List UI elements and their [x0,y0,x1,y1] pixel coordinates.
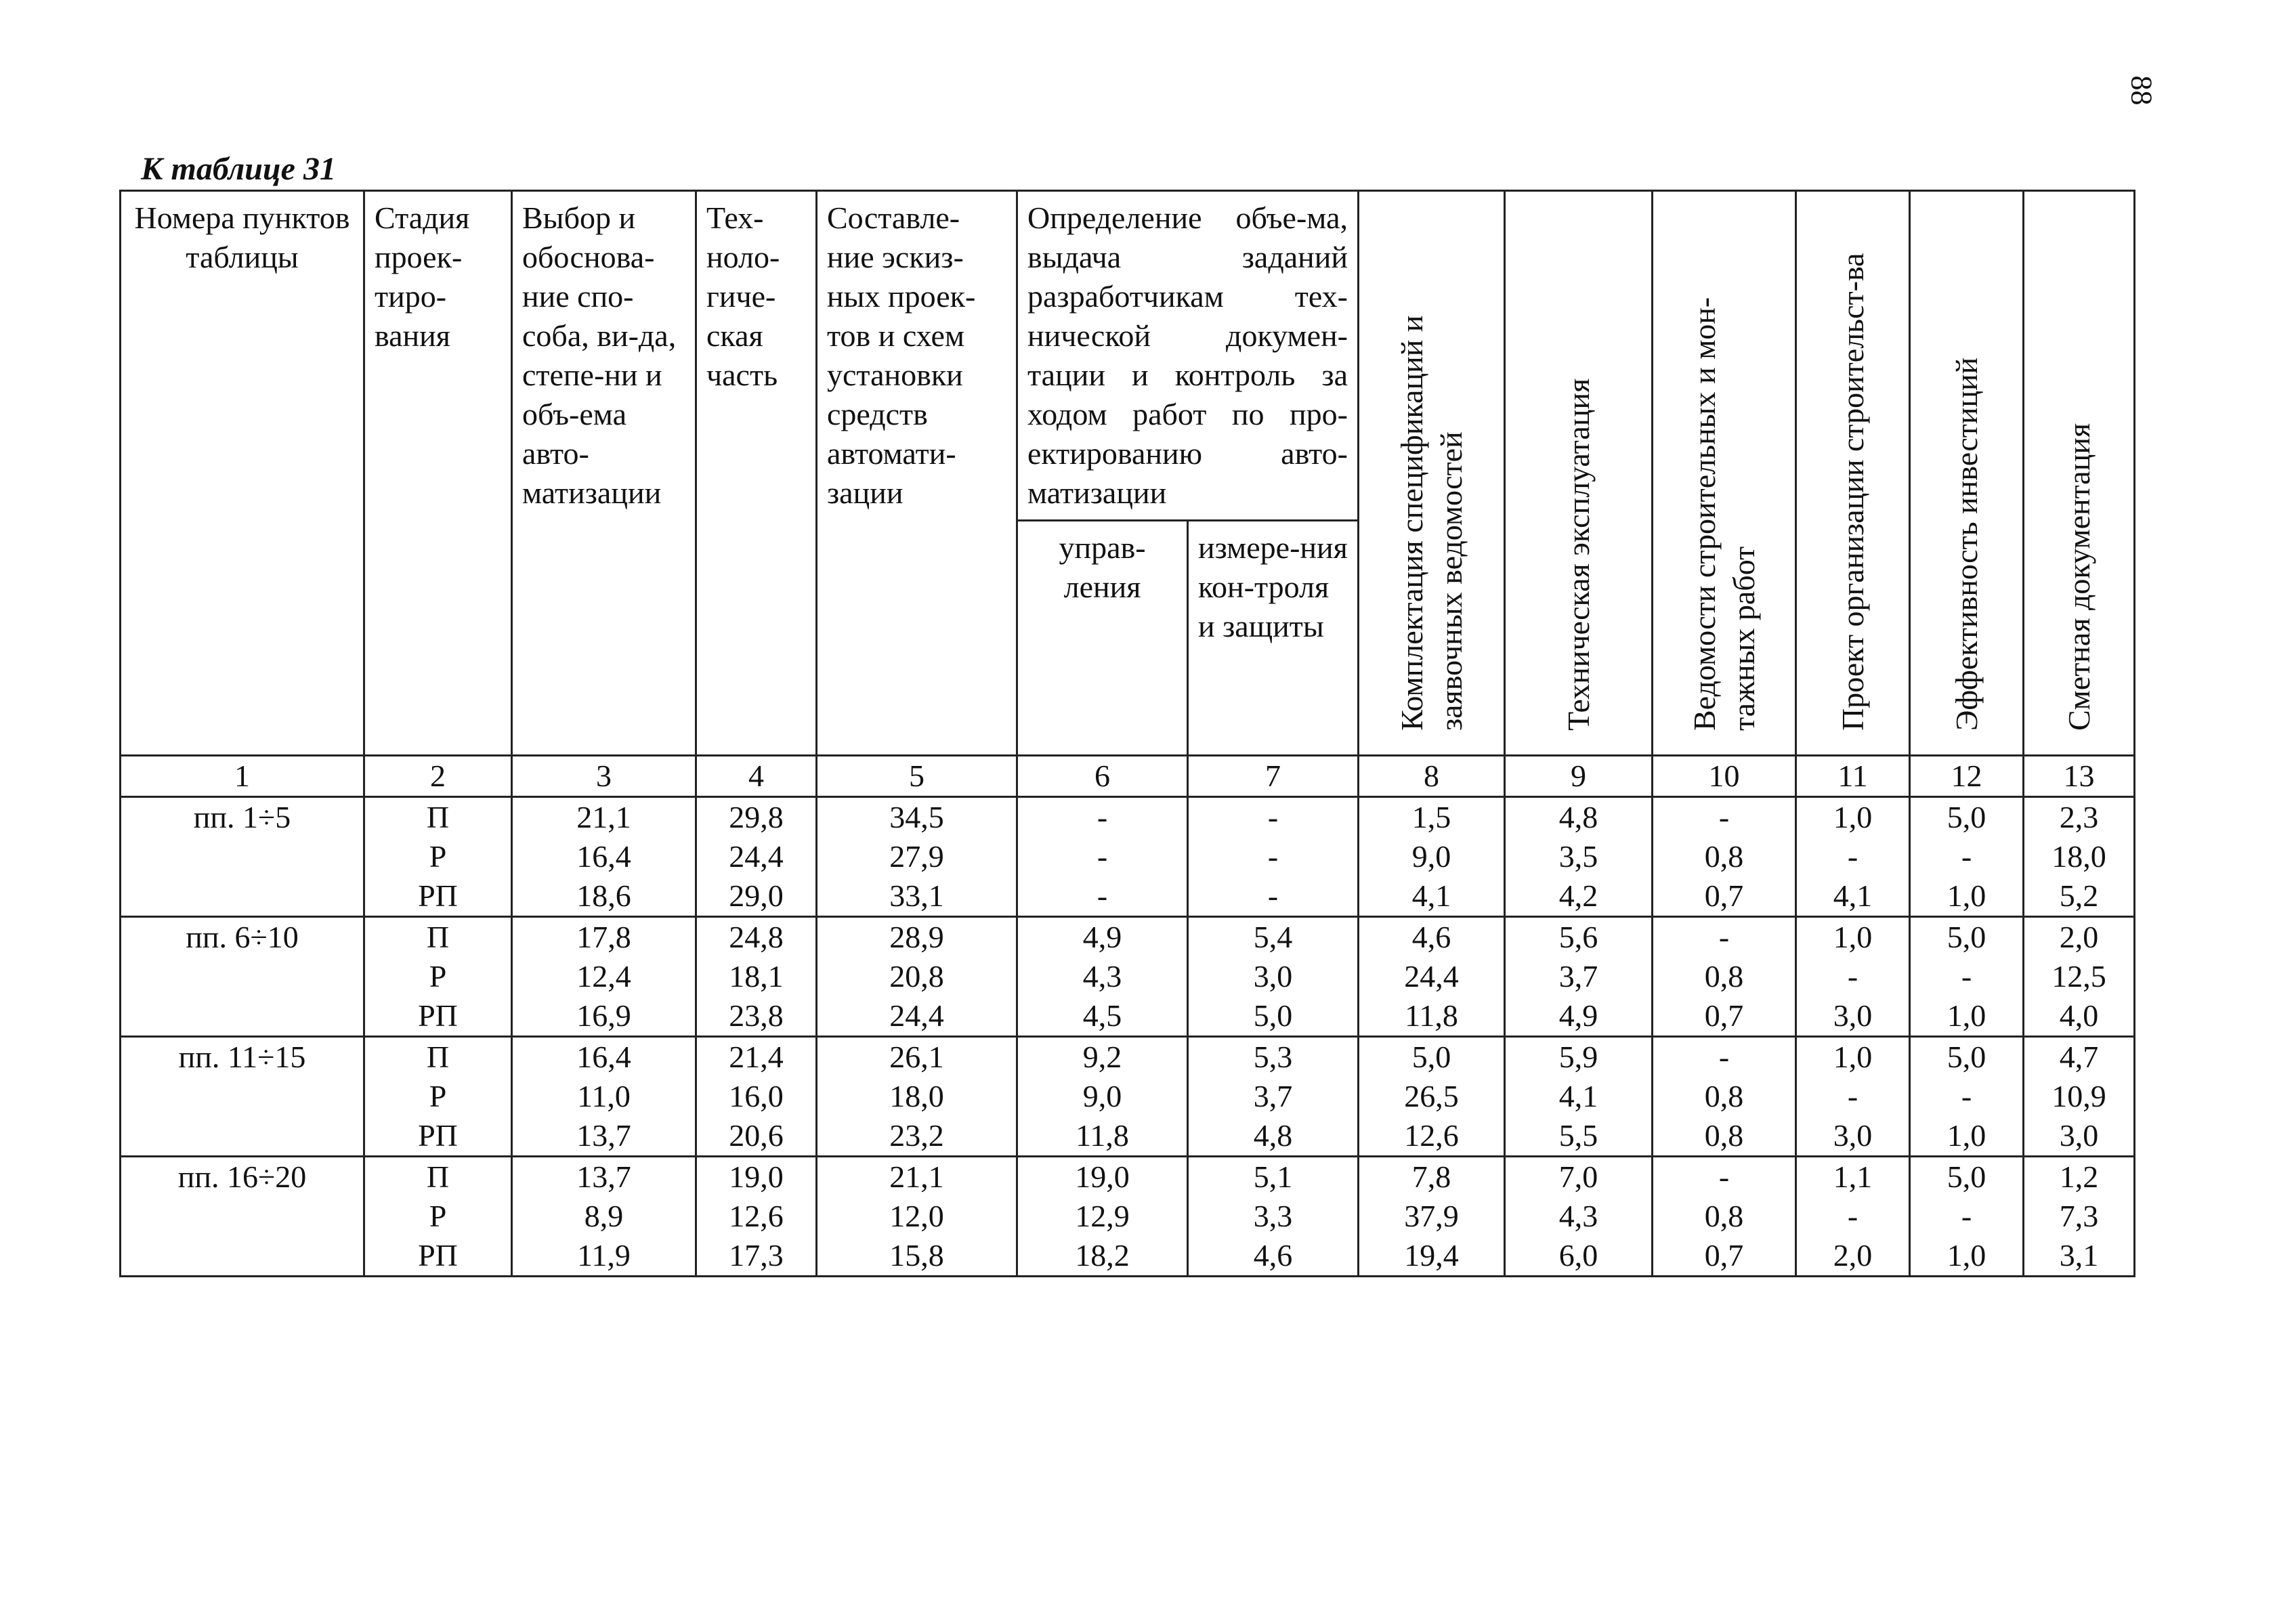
cell-value: 28,9 [889,920,944,954]
table-cell [1017,917,1188,1037]
cell-value: 0,8 [1704,959,1744,994]
cell-value: 26,1 [889,1040,944,1074]
group-label: пп. 6÷10 [186,920,299,954]
table-cell [1796,1157,1910,1277]
cell-value: - [1718,920,1730,954]
cell-value: 24,4 [729,839,784,874]
group-label: пп. 1÷5 [193,800,291,834]
page-number: 88 [2125,75,2159,106]
cell-value: РП [418,878,458,913]
header-col11: Проект организации строительст-ва [1835,252,1870,731]
cell-value: - [1961,1199,1972,1233]
table-cell [1188,1037,1359,1157]
cell-value: 9,2 [1082,1040,1122,1074]
cell-value: РП [418,998,458,1033]
header-col6: управ-ления [1017,521,1188,756]
cell-value: - [1267,800,1279,834]
cell-value: 5,5 [1558,1118,1598,1153]
cell-value: - [1267,839,1279,874]
cell-value: 5,0 [1947,1040,1986,1074]
header-col13-cell [2024,191,2135,756]
cell-value: Р [429,1079,447,1113]
cell-value: 24,8 [729,920,784,954]
cell-value: 5,6 [1558,920,1598,954]
cell-value: 0,7 [1704,878,1744,913]
cell-value: 4,5 [1082,998,1122,1033]
cell-value: 20,6 [729,1118,784,1153]
cell-value: 9,0 [1411,839,1451,874]
col-number: 11 [1796,756,1910,797]
cell-value: 3,7 [1253,1079,1293,1113]
table-row [121,1037,2135,1157]
header-col12-cell [1910,191,2024,756]
header-col13: Сметная документация [2061,423,2096,731]
cell-value: Р [429,839,447,874]
table-cell [1505,1157,1653,1277]
cell-value: 19,0 [729,1159,784,1194]
group-label-cell [121,1037,364,1157]
header-col8: Комплектация спецификаций и заявочных ведомостей [1394,315,1468,731]
table-cell [817,917,1017,1037]
col-number: 1 [121,756,364,797]
header-col2: Стадия проек-тиро-вания [364,191,512,756]
cell-value: - [1847,1199,1858,1233]
cell-value: 4,6 [1253,1238,1293,1273]
data-table [119,190,2135,1277]
table-cell [364,797,512,917]
table-cell [1017,797,1188,917]
cell-value: 10,9 [2051,1079,2106,1113]
table-cell [1910,1157,2024,1277]
header-col7: измере-ния кон-троля и защиты [1188,521,1359,756]
table-cell [1505,797,1653,917]
cell-value: 4,8 [1253,1118,1293,1153]
cell-value: 4,8 [1558,800,1598,834]
column-number-row [121,756,2135,797]
cell-value: 4,0 [2059,998,2099,1033]
cell-value: 11,9 [577,1238,631,1273]
cell-value: 5,0 [1411,1040,1451,1074]
cell-value: 5,3 [1253,1040,1293,1074]
table-cell [1017,1037,1188,1157]
table-cell [364,1157,512,1277]
col-number: 10 [1653,756,1796,797]
table-cell [1910,1037,2024,1157]
table-cell [1653,917,1796,1037]
cell-value: 37,9 [1404,1199,1459,1233]
cell-value: 18,0 [889,1079,944,1113]
cell-value: 5,9 [1558,1040,1598,1074]
cell-value: 17,8 [576,920,631,954]
table-cell [2024,797,2135,917]
cell-value: 4,9 [1558,998,1598,1033]
col-number: 8 [1359,756,1505,797]
table-row [121,917,2135,1037]
table-caption: К таблице 31 [141,151,336,187]
table-cell [1796,1037,1910,1157]
table-cell [1359,1037,1505,1157]
cell-value: 34,5 [889,800,944,834]
cell-value: 1,2 [2059,1159,2099,1194]
cell-value: 4,3 [1082,959,1122,994]
header-col3: Выбор и обоснова-ние спо-соба, ви-да, степе-ни и объ-ема авто-матизации [512,191,696,756]
cell-value: 13,7 [576,1159,631,1194]
table-cell [2024,1037,2135,1157]
cell-value: 15,8 [889,1238,944,1273]
cell-value: П [426,1040,450,1074]
cell-value: 2,0 [2059,920,2099,954]
table-row [121,797,2135,917]
col-number: 2 [364,756,512,797]
cell-value: 16,0 [729,1079,784,1113]
cell-value: - [1267,878,1279,913]
header-col1: Номера пунктов таблицы [121,191,364,756]
table-cell [696,917,817,1037]
table-cell [1359,797,1505,917]
cell-value: - [1847,839,1858,874]
cell-value: 2,3 [2059,800,2099,834]
cell-value: - [1961,959,1972,994]
cell-value: 4,6 [1411,920,1451,954]
header-col10: Ведомости строительных и мон-тажных работ [1686,297,1761,731]
cell-value: 11,0 [577,1079,631,1113]
table-cell [1796,797,1910,917]
cell-value: 19,4 [1404,1238,1459,1273]
col-number: 5 [817,756,1017,797]
cell-value: 18,1 [729,959,784,994]
cell-value: 1,0 [1947,878,1986,913]
cell-value: 4,1 [1411,878,1451,913]
cell-value: 0,8 [1704,1118,1744,1153]
cell-value: 13,7 [576,1118,631,1153]
cell-value: 7,3 [2059,1199,2099,1233]
cell-value: 7,8 [1411,1159,1451,1194]
cell-value: - [1961,1079,1972,1113]
cell-value: 5,0 [1947,800,1986,834]
cell-value: 17,3 [729,1238,784,1273]
table-cell [696,1037,817,1157]
col-number: 7 [1188,756,1359,797]
col-number: 13 [2024,756,2135,797]
cell-value: 1,0 [1947,1238,1986,1273]
cell-value: - [1097,878,1108,913]
cell-value: 16,9 [576,998,631,1033]
cell-value: 8,9 [584,1199,624,1233]
cell-value: 12,0 [889,1199,944,1233]
cell-value: - [1097,800,1108,834]
cell-value: 18,0 [2051,839,2106,874]
cell-value: 4,7 [2059,1040,2099,1074]
cell-value: 29,0 [729,878,784,913]
col-number: 12 [1910,756,2024,797]
group-label-cell [121,797,364,917]
cell-value: 12,5 [2051,959,2106,994]
table-cell [696,1157,817,1277]
table-cell [1359,1157,1505,1277]
cell-value: 5,1 [1253,1159,1293,1194]
header-col9-cell [1505,191,1653,756]
cell-value: 4,1 [1833,878,1873,913]
cell-value: 3,0 [1833,1118,1873,1153]
cell-value: 1,0 [1947,1118,1986,1153]
cell-value: 5,4 [1253,920,1293,954]
table-cell [2024,917,2135,1037]
table-cell [1188,917,1359,1037]
cell-value: 0,8 [1704,1199,1744,1233]
header-col4: Тех-ноло-гиче-ская часть [696,191,817,756]
cell-value: - [1718,800,1730,834]
cell-value: 3,1 [2059,1238,2099,1273]
data-body [121,797,2135,1277]
cell-value: 1,1 [1833,1159,1873,1194]
table-cell [2024,1157,2135,1277]
cell-value: 2,0 [1833,1238,1873,1273]
cell-value: 21,4 [729,1040,784,1074]
table-cell [696,797,817,917]
cell-value: 5,0 [1947,1159,1986,1194]
table-cell [817,1037,1017,1157]
group-label: пп. 11÷15 [178,1040,306,1074]
cell-value: 27,9 [889,839,944,874]
table-row [121,1157,2135,1277]
table-cell [1796,917,1910,1037]
col-number: 9 [1505,756,1653,797]
cell-value: - [1097,839,1108,874]
cell-value: - [1718,1040,1730,1074]
cell-value: РП [418,1118,458,1153]
header-col9: Техническая эксплуатация [1560,378,1596,731]
cell-value: 3,7 [1558,959,1598,994]
cell-value: Р [429,959,447,994]
col-number: 3 [512,756,696,797]
cell-value: 1,0 [1833,920,1873,954]
cell-value: 1,0 [1947,998,1986,1033]
cell-value: - [1961,839,1972,874]
cell-value: - [1718,1159,1730,1194]
cell-value: 18,6 [576,878,631,913]
group-label: пп. 16÷20 [177,1159,307,1194]
cell-value: 6,0 [1558,1238,1598,1273]
cell-value: 0,8 [1704,1079,1744,1113]
table-cell [364,1037,512,1157]
table-cell [1653,797,1796,917]
cell-value: 5,0 [1947,920,1986,954]
table-cell [512,1037,696,1157]
cell-value: 0,7 [1704,998,1744,1033]
cell-value: 12,9 [1075,1199,1130,1233]
cell-value: 5,2 [2059,878,2099,913]
cell-value: 23,8 [729,998,784,1033]
header-group67: Определение объе-ма, выдача заданий разработчикам тех-нической докумен-тации и контроль за ходом работ по про-ектированию авто-матизации [1017,191,1359,521]
table-cell [1910,797,2024,917]
cell-value: 11,8 [1405,998,1458,1033]
cell-value: 12,6 [1404,1118,1459,1153]
cell-value: П [426,920,450,954]
group-label-cell [121,917,364,1037]
table-cell [512,1157,696,1277]
cell-value: 20,8 [889,959,944,994]
group-label-cell [121,1157,364,1277]
table-cell [1359,917,1505,1037]
cell-value: 18,2 [1075,1238,1130,1273]
cell-value: - [1847,1079,1858,1113]
cell-value: П [426,800,450,834]
cell-value: 4,2 [1558,878,1598,913]
table-cell [364,917,512,1037]
cell-value: 0,8 [1704,839,1744,874]
table-cell [512,797,696,917]
cell-value: 29,8 [729,800,784,834]
cell-value: 3,5 [1558,839,1598,874]
cell-value: 9,0 [1082,1079,1122,1113]
header-col8-cell [1359,191,1505,756]
cell-value: 4,1 [1558,1079,1598,1113]
cell-value: 16,4 [576,1040,631,1074]
cell-value: 5,0 [1253,998,1293,1033]
table-cell [817,1157,1017,1277]
table-cell [1505,917,1653,1037]
cell-value: - [1847,959,1858,994]
cell-value: 3,3 [1253,1199,1293,1233]
cell-value: 0,7 [1704,1238,1744,1273]
col-number: 6 [1017,756,1188,797]
table-cell [817,797,1017,917]
table-cell [1653,1037,1796,1157]
cell-value: 24,4 [889,998,944,1033]
cell-value: 3,0 [1833,998,1873,1033]
header-col5: Составле-ние эскиз-ных проек-тов и схем установки средств автомати-зации [817,191,1017,756]
cell-value: Р [429,1199,447,1233]
cell-value: 33,1 [889,878,944,913]
cell-value: 4,3 [1558,1199,1598,1233]
table-cell [1505,1037,1653,1157]
header-col10-cell [1653,191,1796,756]
cell-value: 4,9 [1082,920,1122,954]
table-cell [1653,1157,1796,1277]
header-col11-cell [1796,191,1910,756]
cell-value: РП [418,1238,458,1273]
table-cell [1910,917,2024,1037]
cell-value: 26,5 [1404,1079,1459,1113]
cell-value: 3,0 [1253,959,1293,994]
table-cell [1188,1157,1359,1277]
cell-value: 12,4 [576,959,631,994]
cell-value: 19,0 [1075,1159,1130,1194]
cell-value: 7,0 [1558,1159,1598,1194]
cell-value: 1,5 [1411,800,1451,834]
table-cell [512,917,696,1037]
cell-value: 1,0 [1833,1040,1873,1074]
cell-value: 24,4 [1404,959,1459,994]
cell-value: П [426,1159,450,1194]
cell-value: 1,0 [1833,800,1873,834]
cell-value: 16,4 [576,839,631,874]
cell-value: 12,6 [729,1199,784,1233]
cell-value: 21,1 [576,800,631,834]
cell-value: 23,2 [889,1118,944,1153]
table-cell [1017,1157,1188,1277]
cell-value: 3,0 [2059,1118,2099,1153]
header-col12: Эффективность инвестиций [1949,357,1984,731]
cell-value: 11,8 [1076,1118,1129,1153]
col-number: 4 [696,756,817,797]
table-cell [1188,797,1359,917]
cell-value: 21,1 [889,1159,944,1194]
